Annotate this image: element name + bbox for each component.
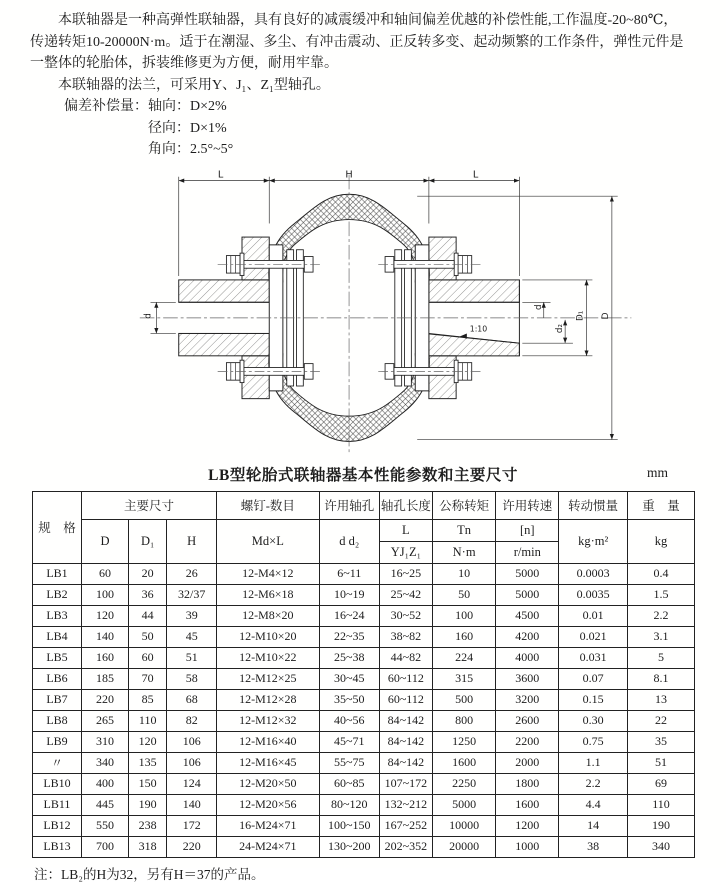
table-cell: 5000	[496, 584, 559, 605]
table-cell: 0.021	[559, 626, 628, 647]
intro-text	[0, 0, 726, 161]
compensation-label: 偏差补偿量：	[64, 99, 148, 114]
table-cell: 12-M4×12	[217, 563, 320, 584]
table-cell: 0.01	[559, 605, 628, 626]
table-cell: 16-M24×71	[217, 815, 320, 836]
table-cell: 185	[81, 668, 128, 689]
table-cell: 160	[432, 626, 496, 647]
table-cell: 0.0035	[559, 584, 628, 605]
table-header	[33, 491, 695, 563]
table-cell: 51	[167, 647, 217, 668]
table-cell: LB13	[33, 836, 82, 857]
table-cell: 2000	[496, 752, 559, 773]
dim-D: D	[599, 311, 611, 319]
table-cell: 1000	[496, 836, 559, 857]
table-cell: 55~75	[319, 752, 379, 773]
table-cell: 310	[81, 731, 128, 752]
table-cell: 4200	[496, 626, 559, 647]
table-cell: 36	[128, 584, 166, 605]
table-title: LB型轮胎式联轴器基本性能参数和主要尺寸	[208, 466, 518, 484]
table-cell: 30~45	[319, 668, 379, 689]
table-cell: 2.2	[559, 773, 628, 794]
table-cell: 110	[128, 710, 166, 731]
header-D1: D₁	[128, 519, 166, 563]
table-cell: 160	[81, 647, 128, 668]
header-main-dims: 主要尺寸	[81, 491, 216, 519]
table-cell: 12-M6×18	[217, 584, 320, 605]
header-bore-length: 轴孔长度	[379, 491, 432, 519]
table-cell: 4500	[496, 605, 559, 626]
header-H: H	[167, 519, 217, 563]
table-cell: 132~212	[379, 794, 432, 815]
table-cell: 12-M12×28	[217, 689, 320, 710]
header-speed: 许用转速	[496, 491, 559, 519]
table-unit: mm	[646, 464, 668, 480]
table-cell: 38	[559, 836, 628, 857]
header-L: L	[379, 519, 432, 541]
table-cell: 1600	[432, 752, 496, 773]
table-cell: 0.0003	[559, 563, 628, 584]
table-cell: 3600	[496, 668, 559, 689]
table-row	[33, 794, 695, 815]
table-cell: 10	[432, 563, 496, 584]
table-cell: 50	[432, 584, 496, 605]
table-row	[33, 647, 695, 668]
table-cell: 3200	[496, 689, 559, 710]
table-cell: 35~50	[319, 689, 379, 710]
compensation-angular: 角向：2.5°~5°	[148, 142, 234, 157]
table-row	[33, 584, 695, 605]
table-cell: 84~142	[379, 731, 432, 752]
table-cell: 12-M20×50	[217, 773, 320, 794]
header-kgm2: kg·m²	[559, 519, 628, 563]
table-cell: LB5	[33, 647, 82, 668]
table-cell: 5000	[496, 563, 559, 584]
table-cell: 30~52	[379, 605, 432, 626]
table-cell: 190	[628, 815, 695, 836]
table-cell: 0.75	[559, 731, 628, 752]
table-cell: 400	[81, 773, 128, 794]
header-D: D	[81, 519, 128, 563]
intro-line: 传递转矩10-20000N·m。适于在潮湿、多尘、有冲击震动、正反转多变、起动频繁的工作条件，弹性元件是	[30, 34, 684, 50]
table-cell: 13	[628, 689, 695, 710]
table-cell: 100	[432, 605, 496, 626]
table-cell: 190	[128, 794, 166, 815]
table-cell: 1800	[496, 773, 559, 794]
table-cell: 51	[628, 752, 695, 773]
header-kg: kg	[628, 519, 695, 563]
table-cell: 50	[128, 626, 166, 647]
dim-L-left: L	[217, 169, 224, 181]
table-cell: LB3	[33, 605, 82, 626]
table-cell: 2.2	[628, 605, 695, 626]
table-cell: 0.30	[559, 710, 628, 731]
table-cell: LB4	[33, 626, 82, 647]
table-cell: 1250	[432, 731, 496, 752]
table-cell: LB6	[33, 668, 82, 689]
table-cell: 340	[81, 752, 128, 773]
table-row	[33, 689, 695, 710]
table-cell: 24-M24×71	[217, 836, 320, 857]
table-cell: 35	[628, 731, 695, 752]
table-cell: 120	[81, 605, 128, 626]
table-cell: 124	[167, 773, 217, 794]
table-cell: LB9	[33, 731, 82, 752]
table-cell: 100	[81, 584, 128, 605]
table-cell: 60~112	[379, 668, 432, 689]
dim-d-right: d	[533, 303, 544, 310]
table-cell: 60	[81, 563, 128, 584]
intro-line: 一整体的轮胎体，拆装维修更为方便，耐用牢靠。	[30, 56, 338, 71]
table-cell: 10~19	[319, 584, 379, 605]
dim-D1: D₁	[575, 310, 586, 321]
table-cell: 1.1	[559, 752, 628, 773]
table-cell: 60	[128, 647, 166, 668]
table-cell: 550	[81, 815, 128, 836]
table-cell: 265	[81, 710, 128, 731]
table-title-row	[0, 463, 726, 487]
table-cell: 107~172	[379, 773, 432, 794]
compensation-line	[64, 96, 702, 118]
table-row	[33, 752, 695, 773]
table-cell: LB10	[33, 773, 82, 794]
table-cell: 0.07	[559, 668, 628, 689]
table-cell: 12-M12×32	[217, 710, 320, 731]
table-cell: 4.4	[559, 794, 628, 815]
table-cell: 84~142	[379, 710, 432, 731]
table-cell: 6~11	[319, 563, 379, 584]
table-cell: 12-M20×56	[217, 794, 320, 815]
table-cell: 150	[128, 773, 166, 794]
table-row	[33, 773, 695, 794]
table-cell: 45~71	[319, 731, 379, 752]
table-cell: 106	[167, 731, 217, 752]
table-row	[33, 668, 695, 689]
table-cell: 2250	[432, 773, 496, 794]
table-cell: 1.5	[628, 584, 695, 605]
table-cell: 8.1	[628, 668, 695, 689]
table-cell: 1600	[496, 794, 559, 815]
header-weight: 重 量	[628, 491, 695, 519]
table-cell: 25~38	[319, 647, 379, 668]
table-cell: 0.4	[628, 563, 695, 584]
coupling-section-drawing	[118, 167, 658, 459]
table-cell: 800	[432, 710, 496, 731]
table-cell: 12-M16×40	[217, 731, 320, 752]
header-torque: 公称转矩	[432, 491, 496, 519]
header-inertia: 转动惯量	[559, 491, 628, 519]
table-cell: 140	[167, 794, 217, 815]
table-row	[33, 710, 695, 731]
dim-H: H	[345, 169, 353, 181]
table-cell: LB8	[33, 710, 82, 731]
header-MdxL: Md×L	[217, 519, 320, 563]
coupling-drawing-svg	[118, 167, 658, 459]
table-cell: 4000	[496, 647, 559, 668]
table-row	[33, 836, 695, 857]
table-cell: 0.031	[559, 647, 628, 668]
table-cell: 340	[628, 836, 695, 857]
table-cell: 0.15	[559, 689, 628, 710]
table-cell: LB2	[33, 584, 82, 605]
table-cell: 2600	[496, 710, 559, 731]
intro-line: 本联轴器是一种高弹性联轴器，具有良好的减震缓冲和轴间偏差优越的补偿性能,工作温度-20~80℃，	[58, 13, 678, 28]
table-cell: 3.1	[628, 626, 695, 647]
table-cell: 26	[167, 563, 217, 584]
table-cell: 14	[559, 815, 628, 836]
table-cell: 〃	[33, 752, 82, 773]
table-cell: 135	[128, 752, 166, 773]
table-cell: 20	[128, 563, 166, 584]
table-cell: 40~56	[319, 710, 379, 731]
header-spec: 规 格	[33, 491, 82, 563]
table-cell: 70	[128, 668, 166, 689]
taper-label: 1:10	[469, 323, 488, 333]
table-cell: 16~25	[379, 563, 432, 584]
header-d-d2: d d₂	[319, 519, 379, 563]
table-cell: 45	[167, 626, 217, 647]
table-cell: 60~112	[379, 689, 432, 710]
table-cell: 140	[81, 626, 128, 647]
table-cell: LB1	[33, 563, 82, 584]
table-cell: 22	[628, 710, 695, 731]
header-screws: 螺钉-数目	[217, 491, 320, 519]
table-row	[33, 731, 695, 752]
table-cell: 10000	[432, 815, 496, 836]
table-body	[33, 563, 695, 857]
table-cell: 69	[628, 773, 695, 794]
table-cell: 318	[128, 836, 166, 857]
table-cell: 110	[628, 794, 695, 815]
header-bore: 许用轴孔	[319, 491, 379, 519]
compensation-radial: 径向：D×1%	[148, 120, 227, 136]
table-cell: 12-M8×20	[217, 605, 320, 626]
table-row	[33, 563, 695, 584]
table-cell: 32/37	[167, 584, 217, 605]
table-cell: 220	[167, 836, 217, 857]
table-cell: 445	[81, 794, 128, 815]
table-cell: 22~35	[319, 626, 379, 647]
table-cell: 85	[128, 689, 166, 710]
table-cell: 700	[81, 836, 128, 857]
table-cell: 5	[628, 647, 695, 668]
table-cell: 130~200	[319, 836, 379, 857]
table-cell: 238	[128, 815, 166, 836]
table-cell: 12-M12×25	[217, 668, 320, 689]
table-footnote: 注：LB₂的H为32，另有H＝37的产品。	[34, 866, 265, 882]
table-cell: 12-M16×45	[217, 752, 320, 773]
compensation-axial: 轴向：D×2%	[148, 99, 227, 114]
table-cell: 106	[167, 752, 217, 773]
table-cell: 2200	[496, 731, 559, 752]
table-cell: 16~24	[319, 605, 379, 626]
intro-line-flange: 本联轴器的法兰，可采用Y、J₁、Z₁型轴孔。	[58, 77, 330, 93]
table-cell: 100~150	[319, 815, 379, 836]
parameter-table	[32, 491, 695, 858]
table-cell: 220	[81, 689, 128, 710]
table-cell: 44~82	[379, 647, 432, 668]
table-cell: LB7	[33, 689, 82, 710]
table-cell: 82	[167, 710, 217, 731]
table-cell: 12-M10×22	[217, 647, 320, 668]
table-cell: 1200	[496, 815, 559, 836]
table-row	[33, 605, 695, 626]
table-cell: LB12	[33, 815, 82, 836]
table-cell: 172	[167, 815, 217, 836]
dim-d-left: d	[143, 312, 154, 319]
table-cell: 25~42	[379, 584, 432, 605]
dim-L-right: L	[472, 169, 479, 181]
dim-d2: d₂	[555, 323, 566, 333]
table-cell: 500	[432, 689, 496, 710]
header-rmin: r/min	[496, 541, 559, 563]
table-cell: 84~142	[379, 752, 432, 773]
table-cell: 44	[128, 605, 166, 626]
table-cell: 80~120	[319, 794, 379, 815]
table-cell: 202~352	[379, 836, 432, 857]
table-cell: 120	[128, 731, 166, 752]
table-cell: 58	[167, 668, 217, 689]
table-cell: 68	[167, 689, 217, 710]
table-cell: 39	[167, 605, 217, 626]
table-cell: LB11	[33, 794, 82, 815]
table-cell: 38~82	[379, 626, 432, 647]
table-cell: 5000	[432, 794, 496, 815]
header-YJZ: YJ₁Z₁	[379, 541, 432, 563]
table-cell: 167~252	[379, 815, 432, 836]
table-row	[33, 626, 695, 647]
table-cell: 315	[432, 668, 496, 689]
table-cell: 20000	[432, 836, 496, 857]
table-cell: 12-M10×20	[217, 626, 320, 647]
header-Nm: N·m	[432, 541, 496, 563]
header-Tn: Tn	[432, 519, 496, 541]
header-n: [n]	[496, 519, 559, 541]
table-row	[33, 815, 695, 836]
table-cell: 224	[432, 647, 496, 668]
table-cell: 60~85	[319, 773, 379, 794]
